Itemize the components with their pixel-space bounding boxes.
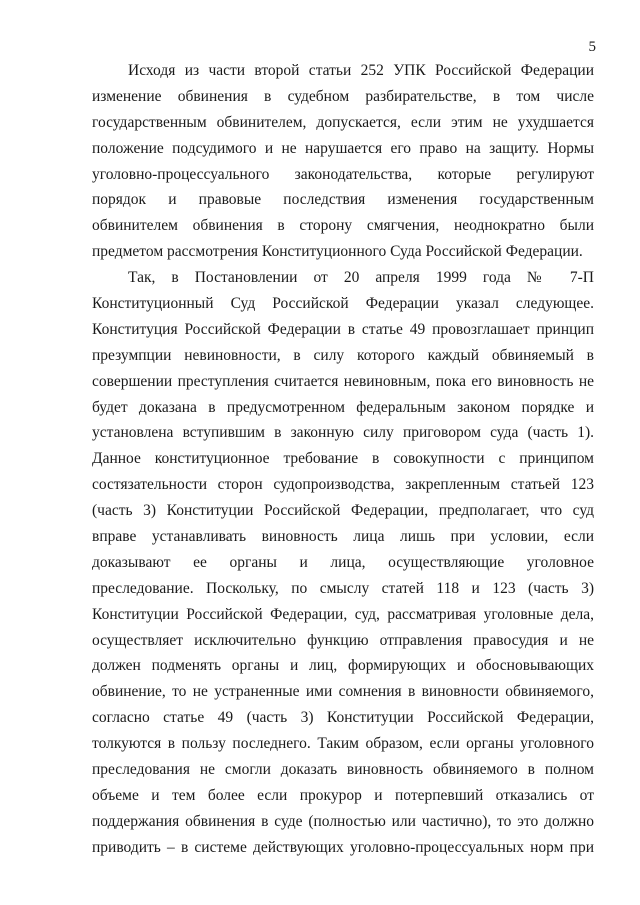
- text-line: объеме и тем более если прокурор и потерпевший отказались от: [92, 786, 594, 804]
- text-line: государственным обвинителем, допускается, если этим не ухудшается: [92, 113, 594, 131]
- text-line: установлена вступившим в законную силу приговором суда (часть 1).: [92, 424, 594, 442]
- text-line: Конституция Российской Федерации в статье 49 провозглашает принцип: [92, 320, 594, 338]
- text-line: обвинителем обвинения в сторону смягчения, неоднократно были: [92, 217, 594, 235]
- text-line: предметом рассмотрения Конституционного Суда Российской Федерации.: [92, 243, 583, 261]
- page-number: 5: [588, 39, 596, 55]
- text-line: вправе устанавливать виновность лица лишь при условии, если: [92, 528, 594, 546]
- text-line: обвинение, то не устраненные ими сомнения в виновности обвиняемого,: [92, 683, 594, 701]
- text-line: Конституционный Суд Российской Федерации указал следующее.: [92, 295, 594, 313]
- text-line: преследования не смогли доказать виновность обвиняемого в полном: [92, 761, 594, 779]
- text-line: толкуются в пользу последнего. Таким образом, если органы уголовного: [92, 735, 594, 753]
- text-line: изменение обвинения в судебном разбирательстве, в том числе: [92, 87, 594, 105]
- document-body: [92, 58, 594, 861]
- text-line: порядок и правовые последствия изменения государственным: [92, 191, 594, 209]
- text-line: осуществляет исключительно функцию отправления правосудия и не: [92, 631, 594, 649]
- text-line: положение подсудимого и не нарушается его право на защиту. Нормы: [92, 139, 594, 157]
- text-line: Данное конституционное требование в совокупности с принципом: [92, 450, 594, 468]
- text-line: состязательности сторон судопроизводства, закрепленным статьей 123: [92, 476, 594, 494]
- text-line: согласно статье 49 (часть 3) Конституции Российской Федерации,: [92, 709, 594, 727]
- text-line: уголовно-процессуального законодательства, которые регулируют: [92, 165, 594, 183]
- text-line: совершении преступления считается невиновным, пока его виновность не: [92, 372, 594, 390]
- text-line: презумпции невиновности, в силу которого каждый обвиняемый в: [92, 346, 594, 364]
- text-line: поддержания обвинения в суде (полностью или частично), то это должно: [92, 812, 594, 830]
- text-line: Так, в Постановлении от 20 апреля 1999 года № 7-П: [128, 269, 594, 287]
- text-line: преследование. Поскольку, по смыслу статей 118 и 123 (часть 3): [92, 579, 594, 597]
- paragraph-2: [92, 265, 594, 860]
- text-line: (часть 3) Конституции Российской Федерации, предполагает, что суд: [92, 502, 594, 520]
- paragraph-1: [92, 58, 594, 265]
- text-line: доказывают ее органы и лица, осуществляющие уголовное: [92, 553, 594, 571]
- text-line: Конституции Российской Федерации, суд, рассматривая уголовные дела,: [92, 605, 594, 623]
- text-line: будет доказана в предусмотренном федеральным законом порядке и: [92, 398, 594, 416]
- text-line: Исходя из части второй статьи 252 УПК Российской Федерации: [128, 62, 594, 79]
- text-line: приводить – в системе действующих уголовно-процессуальных норм при: [92, 838, 594, 856]
- text-line: должен подменять органы и лиц, формирующих и обосновывающих: [92, 657, 594, 675]
